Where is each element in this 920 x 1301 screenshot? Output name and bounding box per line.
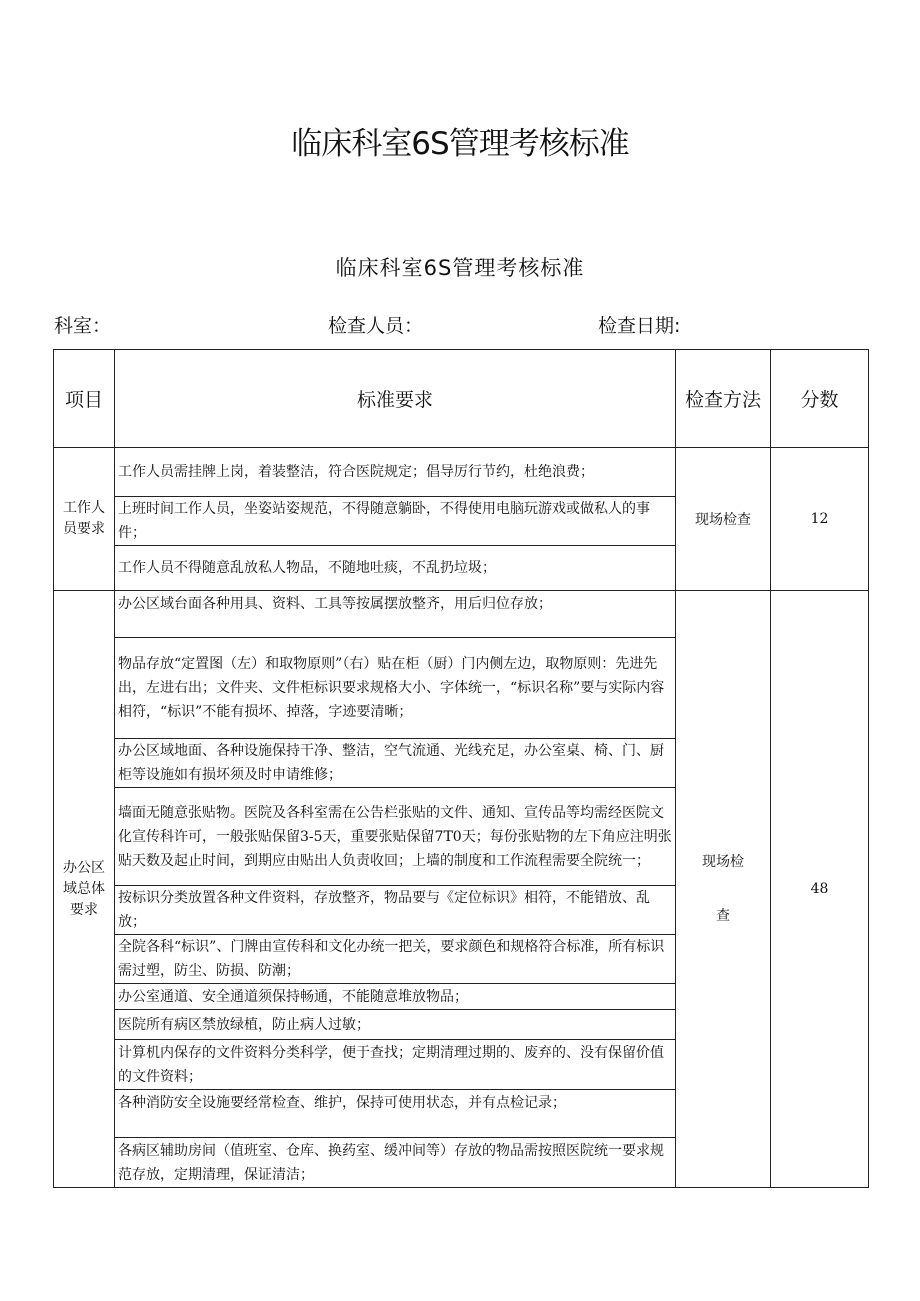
- section-score-staff: 12: [771, 448, 869, 591]
- table-row: [54, 448, 869, 497]
- method-line: 查: [716, 908, 730, 924]
- requirement-text: 按标识分类放置各种文件资料，存放整齐，物品要与《定位标识》相符，不能错放、乱放；: [115, 886, 676, 935]
- requirement-text: 各病区辅助房间（值班室、仓库、换药室、缓冲间等）存放的物品需按照医院统一要求规范存放，定期清理，保证清洁；: [115, 1138, 676, 1188]
- header-item: 项目: [54, 350, 115, 448]
- requirement-text: 办公区域地面、各种设施保持干净、整洁，空气流通、光线充足，办公室桌、椅、门、厨柜等设施如有损坏须及时申请维修；: [115, 739, 676, 788]
- header-standard: 标准要求: [115, 350, 676, 448]
- requirement-text: 工作人员不得随意乱放私人物品，不随地吐痰，不乱扔垃圾；: [115, 546, 676, 591]
- table-header-row: [54, 350, 869, 448]
- table-row: [54, 591, 869, 638]
- document-title: 临床科室6S管理考核标准: [291, 126, 629, 162]
- requirement-text: 全院各科“标识”、门牌由宣传科和文化办统一把关，要求颜色和规格符合标准，所有标识需过塑，防尘、防损、防潮；: [115, 935, 676, 984]
- requirement-text: 物品存放“定置图（左）和取物原则”（右）贴在柜（厨）门内侧左边，取物原则：先进先出，左进右出；文件夹、文件柜标识要求规格大小、字体统一，“标识名称”要与实际内容相符，“标识”不能有损坏、掉落，字迹要清晰；: [115, 638, 676, 739]
- section-method-office: [676, 591, 771, 1188]
- requirement-text: 各种消防安全设施要经常检查、维护，保持可使用状态，并有点检记录；: [115, 1090, 676, 1138]
- department-label: 科室：: [54, 315, 112, 337]
- header-score: 分数: [771, 350, 869, 448]
- requirement-text: 工作人员需挂牌上岗，着装整洁，符合医院规定；倡导厉行节约，杜绝浪费；: [115, 448, 676, 497]
- header-method: 检查方法: [676, 350, 771, 448]
- requirement-text: 墙面无随意张贴物。医院及各科室需在公告栏张贴的文件、通知、宣传品等均需经医院文化宣传科许可，一般张贴保留3-5天，重要张贴保留7T0天；每份张贴物的左下角应注明张贴天数及起止时间，到期应由贴出人负责收回；上墙的制度和工作流程需要全院统一；: [115, 788, 676, 886]
- requirement-text: 医院所有病区禁放绿植，防止病人过敏；: [115, 1010, 676, 1040]
- table-title: 临床科室6S管理考核标准: [335, 256, 585, 280]
- requirement-text: 办公室通道、安全通道须保持畅通，不能随意堆放物品；: [115, 984, 676, 1010]
- method-line: 现场检: [702, 854, 744, 870]
- section-item-office: 办公区域总体要求: [54, 591, 115, 1188]
- inspector-label: 检查人员：: [328, 315, 424, 337]
- requirement-text: 办公区域台面各种用具、资料、工具等按属摆放整齐，用后归位存放；: [115, 591, 676, 638]
- section-item-staff: 工作人员要求: [54, 448, 115, 591]
- requirement-text: 上班时间工作人员，坐姿站姿规范，不得随意躺卧，不得使用电脑玩游戏或做私人的事件；: [115, 497, 676, 546]
- requirement-text: 计算机内保存的文件资料分类科学，便于查找；定期清理过期的、废弃的、没有保留价值的文件资料；: [115, 1040, 676, 1090]
- inspection-date-label: 检查日期:: [598, 315, 681, 337]
- section-method-staff: 现场检查: [676, 448, 771, 591]
- assessment-table: [53, 349, 869, 1188]
- section-score-office: 48: [771, 591, 869, 1188]
